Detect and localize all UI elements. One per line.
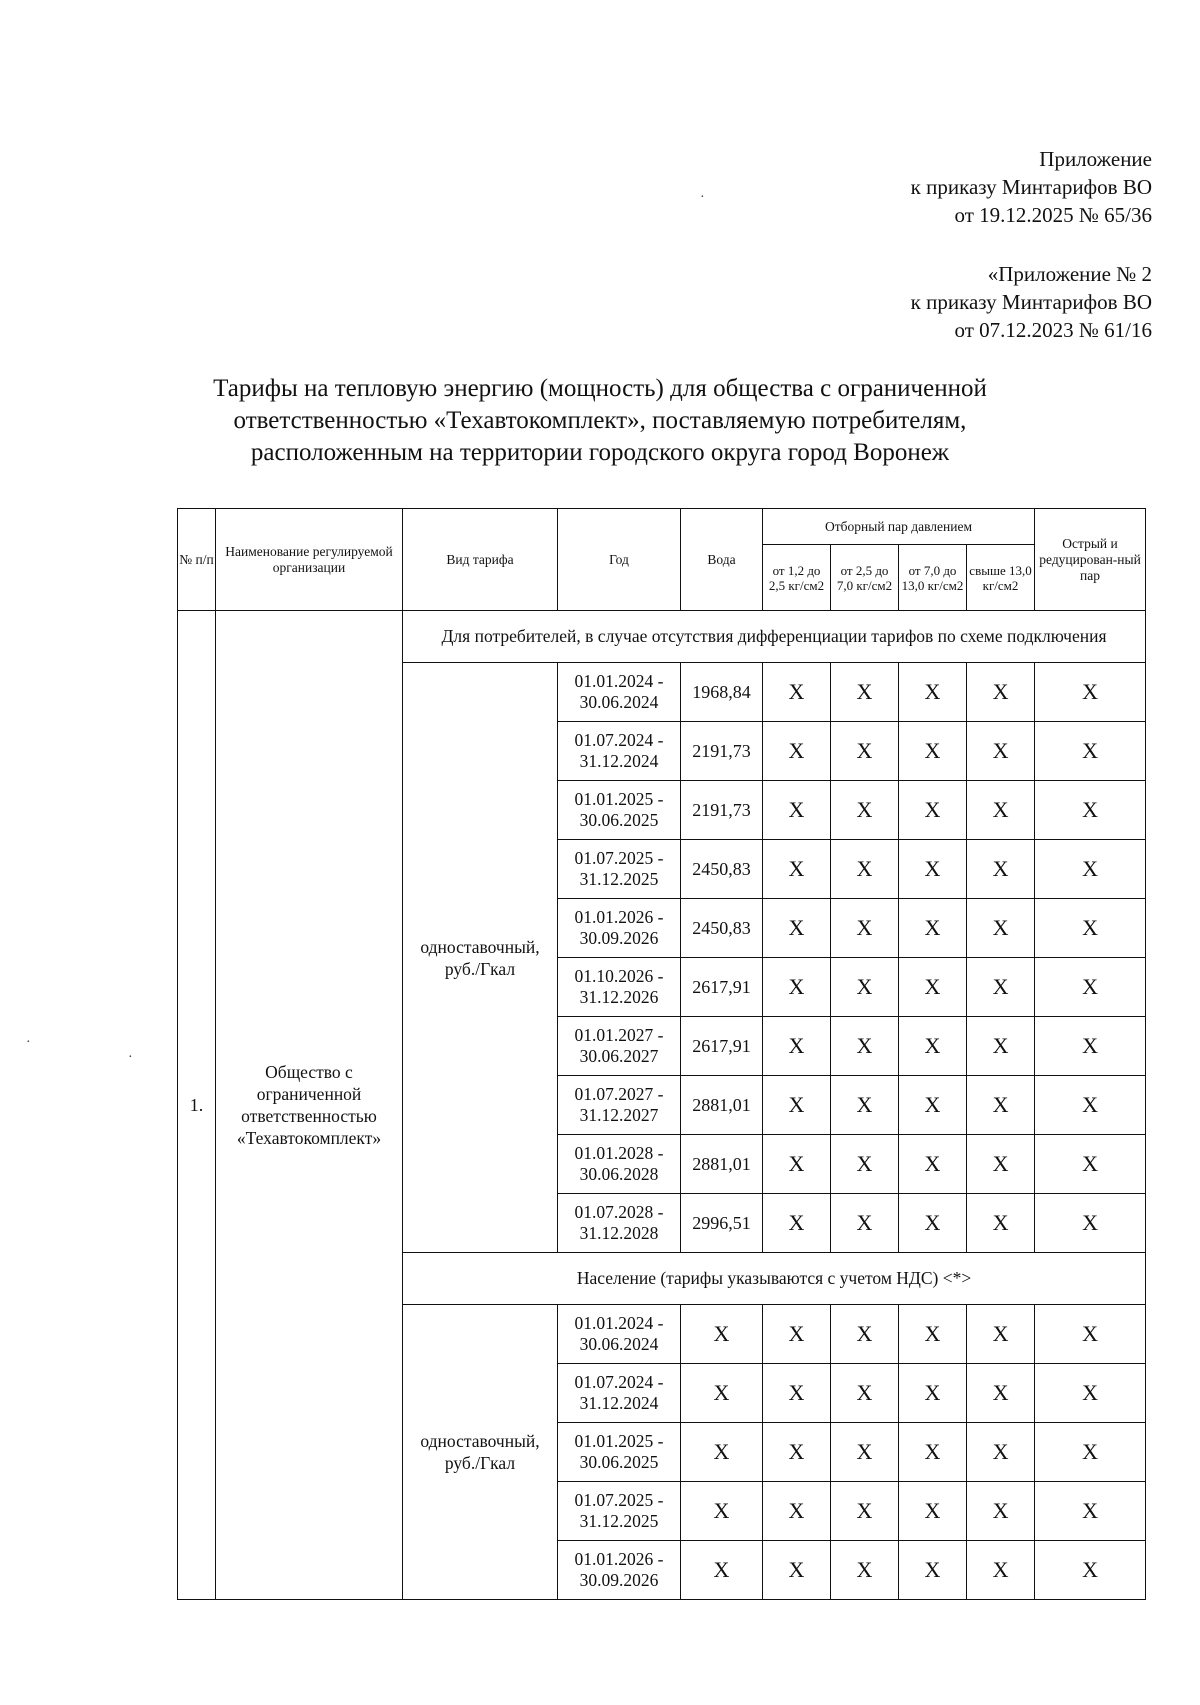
cell-sharp: X <box>1035 1194 1146 1253</box>
cell-p4: X <box>967 1194 1035 1253</box>
cell-sharp: X <box>1035 840 1146 899</box>
cell-p3: X <box>899 1076 967 1135</box>
cell-sharp: X <box>1035 1017 1146 1076</box>
title-line: расположенным на территории городского округа город Воронеж <box>250 439 950 466</box>
cell-p1: X <box>763 1305 831 1364</box>
cell-sharp: X <box>1035 1541 1146 1600</box>
cell-p1: X <box>763 899 831 958</box>
cell-p4: X <box>967 1482 1035 1541</box>
cell-p1: X <box>763 1364 831 1423</box>
header-num: № п/п <box>178 509 216 611</box>
section-title: Для потребителей, в случае отсутствия дифференциации тарифов по схеме подключения <box>403 611 1146 663</box>
cell-p1: X <box>763 1423 831 1482</box>
cell-water: X <box>681 1305 763 1364</box>
cell-p3: X <box>899 1482 967 1541</box>
cell-water: 2996,51 <box>681 1194 763 1253</box>
cell-water: 1968,84 <box>681 663 763 722</box>
period-start: 01.07.2025 - <box>574 848 664 868</box>
period-cell <box>558 1017 681 1076</box>
section-title-row <box>178 611 1146 663</box>
cell-water: 2450,83 <box>681 840 763 899</box>
period-cell <box>558 1482 681 1541</box>
cell-p4: X <box>967 899 1035 958</box>
cell-sharp: X <box>1035 958 1146 1017</box>
period-end: 31.12.2027 <box>579 1105 659 1125</box>
cell-p3: X <box>899 1194 967 1253</box>
cell-p2: X <box>831 1364 899 1423</box>
period-cell <box>558 840 681 899</box>
cell-p2: X <box>831 840 899 899</box>
cell-p2: X <box>831 1076 899 1135</box>
cell-p2: X <box>831 1482 899 1541</box>
cell-p4: X <box>967 1135 1035 1194</box>
cell-sharp: X <box>1035 1482 1146 1541</box>
cell-p4: X <box>967 722 1035 781</box>
cell-p3: X <box>899 899 967 958</box>
cell-p3: X <box>899 958 967 1017</box>
period-start: 01.07.2028 - <box>574 1202 664 1222</box>
header-pressure-3: от 7,0 до 13,0 кг/см2 <box>899 545 967 611</box>
cell-p1: X <box>763 1076 831 1135</box>
cell-p2: X <box>831 1541 899 1600</box>
header-sharp-steam: Острый и редуцирован-ный пар <box>1035 509 1146 611</box>
period-end: 31.12.2026 <box>579 987 659 1007</box>
period-end: 30.06.2028 <box>579 1164 659 1184</box>
scan-speck: · <box>700 190 705 205</box>
cell-p3: X <box>899 781 967 840</box>
header-water: Вода <box>681 509 763 611</box>
period-end: 30.09.2026 <box>579 1570 659 1590</box>
cell-water: 2191,73 <box>681 781 763 840</box>
cell-p1: X <box>763 1541 831 1600</box>
cell-p1: X <box>763 1017 831 1076</box>
period-cell <box>558 1305 681 1364</box>
cell-p2: X <box>831 899 899 958</box>
cell-p1: X <box>763 663 831 722</box>
cell-p3: X <box>899 1423 967 1482</box>
period-cell <box>558 958 681 1017</box>
period-start: 01.07.2025 - <box>574 1490 664 1510</box>
tariff-table <box>177 508 1146 1600</box>
title-line: Тарифы на тепловую энергию (мощность) для общества с ограниченной <box>213 375 987 402</box>
cell-p2: X <box>831 958 899 1017</box>
original-order-date-number: от 07.12.2023 № 61/16 <box>954 318 1152 342</box>
cell-p2: X <box>831 1017 899 1076</box>
cell-p4: X <box>967 1076 1035 1135</box>
order-date-number: от 19.12.2025 № 65/36 <box>954 203 1152 227</box>
cell-p1: X <box>763 722 831 781</box>
period-end: 31.12.2024 <box>579 1393 659 1413</box>
period-cell <box>558 781 681 840</box>
period-start: 01.01.2025 - <box>574 1431 664 1451</box>
cell-p3: X <box>899 663 967 722</box>
period-cell <box>558 1076 681 1135</box>
period-cell <box>558 663 681 722</box>
cell-water: 2881,01 <box>681 1135 763 1194</box>
cell-p4: X <box>967 1364 1035 1423</box>
period-cell <box>558 1194 681 1253</box>
cell-p1: X <box>763 958 831 1017</box>
period-start: 01.07.2027 - <box>574 1084 664 1104</box>
header-org: Наименование регулируемой организации <box>216 509 403 611</box>
scan-speck: · <box>128 1050 133 1065</box>
header-pressure-4: свыше 13,0 кг/см2 <box>967 545 1035 611</box>
header-pressure-2: от 2,5 до 7,0 кг/см2 <box>831 545 899 611</box>
cell-sharp: X <box>1035 899 1146 958</box>
header-tariff-type: Вид тарифа <box>403 509 558 611</box>
original-appendix-header <box>752 260 1152 344</box>
period-end: 30.09.2026 <box>579 928 659 948</box>
period-end: 31.12.2025 <box>579 869 659 889</box>
period-start: 01.01.2026 - <box>574 1549 664 1569</box>
cell-water: X <box>681 1423 763 1482</box>
cell-p3: X <box>899 722 967 781</box>
cell-p2: X <box>831 1194 899 1253</box>
cell-sharp: X <box>1035 1423 1146 1482</box>
cell-p4: X <box>967 1541 1035 1600</box>
row-number: 1. <box>178 611 216 1600</box>
cell-sharp: X <box>1035 1076 1146 1135</box>
period-cell <box>558 1364 681 1423</box>
scan-speck: · <box>26 1035 31 1050</box>
period-end: 30.06.2024 <box>579 692 659 712</box>
period-end: 31.12.2024 <box>579 751 659 771</box>
cell-p4: X <box>967 1305 1035 1364</box>
cell-p4: X <box>967 663 1035 722</box>
period-cell <box>558 1541 681 1600</box>
cell-p1: X <box>763 1482 831 1541</box>
organization-name: Общество с ограниченной ответственностью «Техавтокомплект» <box>216 611 403 1600</box>
period-end: 30.06.2027 <box>579 1046 659 1066</box>
cell-p3: X <box>899 1017 967 1076</box>
order-reference: к приказу Минтарифов ВО <box>910 175 1152 199</box>
cell-p2: X <box>831 1305 899 1364</box>
cell-p4: X <box>967 1423 1035 1482</box>
cell-sharp: X <box>1035 781 1146 840</box>
period-start: 01.01.2025 - <box>574 789 664 809</box>
period-start: 01.01.2024 - <box>574 1313 664 1333</box>
original-order-reference: к приказу Минтарифов ВО <box>910 290 1152 314</box>
period-start: 01.01.2026 - <box>574 907 664 927</box>
cell-p3: X <box>899 1305 967 1364</box>
cell-p2: X <box>831 663 899 722</box>
cell-p4: X <box>967 840 1035 899</box>
cell-p2: X <box>831 1423 899 1482</box>
cell-water: 2617,91 <box>681 1017 763 1076</box>
header-pressure-1: от 1,2 до 2,5 кг/см2 <box>763 545 831 611</box>
cell-p4: X <box>967 781 1035 840</box>
appendix-header <box>752 145 1152 229</box>
tariff-type: одноставочный, руб./Гкал <box>403 1305 558 1600</box>
period-end: 30.06.2025 <box>579 810 659 830</box>
period-start: 01.01.2028 - <box>574 1143 664 1163</box>
cell-sharp: X <box>1035 663 1146 722</box>
cell-p2: X <box>831 781 899 840</box>
header-row <box>178 509 1146 545</box>
period-cell <box>558 1423 681 1482</box>
cell-p2: X <box>831 1135 899 1194</box>
cell-p2: X <box>831 722 899 781</box>
period-end: 30.06.2025 <box>579 1452 659 1472</box>
cell-p1: X <box>763 840 831 899</box>
appendix-label: Приложение <box>1039 147 1152 171</box>
cell-p3: X <box>899 1135 967 1194</box>
period-end: 31.12.2025 <box>579 1511 659 1531</box>
cell-sharp: X <box>1035 1305 1146 1364</box>
cell-sharp: X <box>1035 1364 1146 1423</box>
cell-water: 2191,73 <box>681 722 763 781</box>
cell-p3: X <box>899 1541 967 1600</box>
period-start: 01.01.2027 - <box>574 1025 664 1045</box>
cell-sharp: X <box>1035 722 1146 781</box>
cell-water: X <box>681 1541 763 1600</box>
tariff-type: одноставочный, руб./Гкал <box>403 663 558 1253</box>
header-year: Год <box>558 509 681 611</box>
cell-water: X <box>681 1482 763 1541</box>
period-end: 31.12.2028 <box>579 1223 659 1243</box>
cell-p3: X <box>899 1364 967 1423</box>
period-cell <box>558 722 681 781</box>
cell-p4: X <box>967 958 1035 1017</box>
cell-p4: X <box>967 1017 1035 1076</box>
cell-p1: X <box>763 1194 831 1253</box>
cell-p3: X <box>899 840 967 899</box>
header-steam-group: Отборный пар давлением <box>763 509 1035 545</box>
cell-water: 2881,01 <box>681 1076 763 1135</box>
cell-water: X <box>681 1364 763 1423</box>
cell-water: 2617,91 <box>681 958 763 1017</box>
period-start: 01.10.2026 - <box>574 966 664 986</box>
period-start: 01.07.2024 - <box>574 730 664 750</box>
section-title: Население (тарифы указываются с учетом НДС) <*> <box>403 1253 1146 1305</box>
period-start: 01.07.2024 - <box>574 1372 664 1392</box>
period-start: 01.01.2024 - <box>574 671 664 691</box>
document-title <box>120 373 1080 469</box>
period-cell <box>558 899 681 958</box>
period-cell <box>558 1135 681 1194</box>
cell-water: 2450,83 <box>681 899 763 958</box>
original-appendix-label: «Приложение № 2 <box>987 262 1152 286</box>
period-end: 30.06.2024 <box>579 1334 659 1354</box>
cell-p1: X <box>763 781 831 840</box>
title-line: ответственностью «Техавтокомплект», поставляемую потребителям, <box>233 407 967 434</box>
cell-p1: X <box>763 1135 831 1194</box>
cell-sharp: X <box>1035 1135 1146 1194</box>
